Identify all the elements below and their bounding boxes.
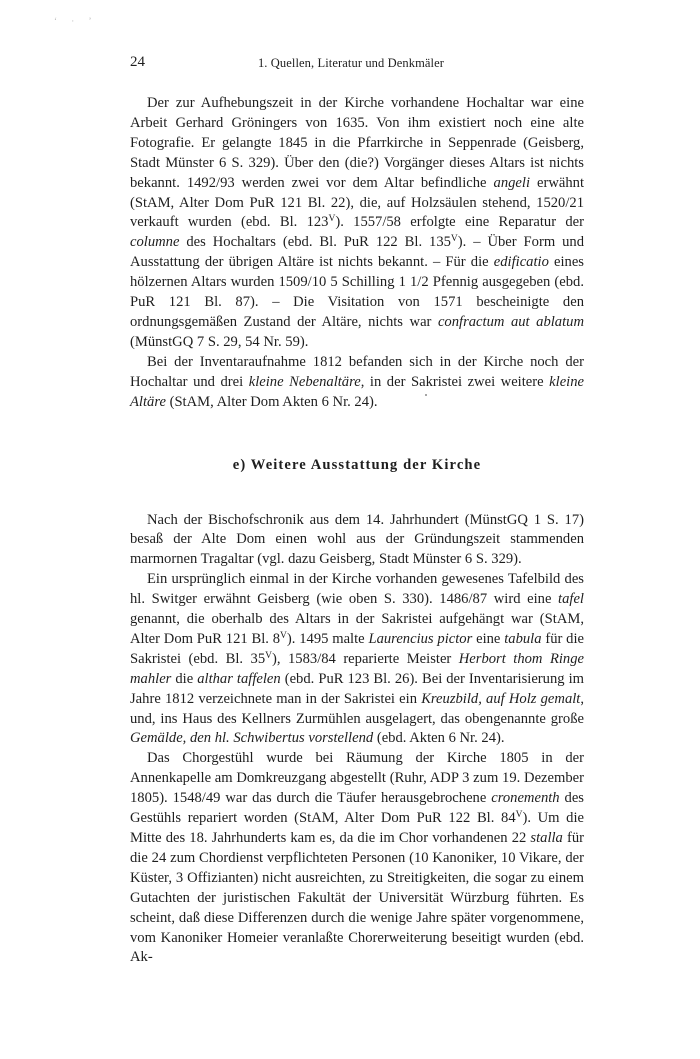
text-run: , und, ins Haus des Kellners Zurmühlen ausgelagert, das obengenannte große: [130, 690, 585, 727]
text-run: (ebd. PuR 123 Bl. 26). Bei der Inventarisierung im Jahre 1812 verzeichnete man in der Sakristei ein: [130, 670, 584, 707]
italic-term: althar taffelen: [197, 670, 281, 687]
text-run: erwähnt (StAM, Alter Dom PuR 121 Bl. 22), die, auf Holzsäulen stehend, 1520/21 verkauft wurden (ebd. Bl. 123: [130, 174, 584, 231]
text-run: (MünstGQ 7 S. 29, 54 Nr. 59).: [130, 333, 309, 350]
text-run: eines hölzernen Altars wurden 1509/10 5 Schilling 1 1/2 Pfennig ausgegeben (ebd. PuR 121 Bl. 87). – Die Visitation von 1571 bescheinigte den ordnungsgemäßen Zustand der Altäre, nichts war: [130, 254, 584, 330]
italic-term: tafel: [558, 591, 584, 608]
text-run: (ebd. Akten 6 Nr. 24).: [373, 730, 505, 747]
text-run: ). 1557/58 erfolgte eine Reparatur der: [335, 214, 584, 231]
page-header: [118, 50, 584, 72]
page-number: 24: [130, 54, 145, 70]
text-run: für die 24 zum Chordienst verpflichteten Personen (10 Kanoniker, 10 Vikare, der Küster, 3 Offizianten) nicht ausreichten, zu Streitigkeiten, die sogar zu einem Gutachten der juristischen Fakultät der Universität Würzburg führten. Es scheint, daß diese Differenzen durch die wenige Jahre später vorgenommene, vom Kanoniker Homeier veranlaßte Chorerweiterung beseitigt wurden (ebd. Ak-: [130, 830, 584, 966]
scan-marks: ‘ · ’: [54, 16, 98, 26]
italic-term: columne: [130, 234, 180, 251]
italic-term: angeli: [493, 174, 530, 191]
text-run: ). Um die Mitte des 18. Jahrhunderts kam es, da die im Chor vorhandenen 22: [130, 810, 584, 846]
text-run: genannt, die oberhalb des Altars in der Sakristei aufgehängt war (StAM, Alter Dom PuR 121 Bl. 8: [130, 611, 584, 647]
running-head: 1. Quellen, Literatur und Denkmäler: [257, 56, 445, 70]
italic-term: cronementh: [491, 790, 560, 807]
text-run: des Hochaltars (ebd. Bl. PuR 122 Bl. 135: [179, 234, 451, 251]
text-run: Das Chorgestühl wurde bei Räumung der Kirche 1805 in der Annenkapelle am Domkreuzgang abgestellt (Ruhr, ADP 3 zum 19. Dezember 1805). 1548/49 war das durch die Täufer herausgebrochene: [130, 750, 584, 807]
body-text: [130, 94, 584, 968]
section-heading: e) Weitere Ausstattung der Kirche: [232, 456, 482, 473]
scan-speck: [425, 394, 427, 396]
verso-mark: V: [515, 810, 523, 821]
text-run: die: [171, 670, 198, 687]
text-run: , in der Sakristei zwei weitere: [360, 373, 550, 390]
verso-mark: V: [265, 650, 273, 661]
italic-term: kleine Altäre: [130, 373, 584, 410]
paragraph: [130, 353, 584, 413]
italic-term: stalla: [530, 830, 563, 846]
text-run: ). 1495 malte: [286, 630, 369, 647]
italic-term: edificatio: [493, 254, 549, 271]
paragraph: [130, 94, 584, 353]
verso-mark: V: [328, 214, 336, 225]
verso-mark: V: [280, 630, 287, 641]
italic-term: Laurencius pictor: [368, 630, 473, 647]
text-run: Nach der Bischofschronik aus dem 14. Jahrhundert (MünstGQ 1 S. 17) besaß der Alte Dom einen wohl aus der Gründungszeit stammenden marmornen Tragaltar (vgl. dazu Geisberg, Stadt Münster 6 S. 329).: [130, 511, 584, 568]
italic-term: kleine Nebenaltäre: [248, 373, 361, 390]
text-run: Der zur Aufhebungszeit in der Kirche vorhandene Hochaltar war eine Arbeit Gerhard Gröningers von 1635. Von ihm existiert noch eine alte Fotografie. Er gelangte 1845 in die Pfarrkirche in Seppenrade (Geisberg, Stadt Münster 6 S. 329). Über den (die?) Vorgänger dieses Altars ist nichts bekannt. 1492/93 werden zwei vor dem Altar befindliche: [130, 95, 584, 191]
italic-term: Herbort thom Ringe mahler: [130, 650, 584, 687]
italic-term: Gemälde, den hl. Schwibertus vorstellend: [130, 730, 374, 747]
text-run: eine: [472, 630, 505, 647]
italic-term: confractum aut ablatum: [437, 313, 584, 330]
text-run: (StAM, Alter Dom Akten 6 Nr. 24).: [165, 393, 378, 410]
text-run: Ein ursprünglich einmal in der Kirche vorhanden gewesenes Tafelbild des hl. Switger erwähnt Geisberg (wie oben S. 330). 1486/87 wird eine: [130, 571, 584, 608]
section-further-furnishings: [130, 511, 584, 969]
paragraph: [130, 570, 584, 749]
text-run: ). – Über Form und Ausstattung der übrigen Altäre ist nichts bekannt. – Für die: [130, 234, 584, 271]
text-run: des Gestühls repariert worden (StAM, Alter Dom PuR 122 Bl. 84: [130, 790, 584, 827]
paragraph: [130, 511, 584, 571]
section-altars: [130, 94, 584, 413]
italic-term: tabula: [504, 630, 542, 647]
italic-term: Kreuzbild, auf Holz gemalt: [421, 690, 581, 707]
text-run: Bei der Inventaraufnahme 1812 befanden sich in der Kirche noch der Hochaltar und drei: [130, 353, 584, 390]
text-run: für die Sakristei (ebd. Bl. 35: [130, 630, 584, 667]
text-run: ), 1583/84 reparierte Meister: [272, 650, 459, 667]
verso-mark: V: [450, 234, 458, 245]
paragraph: [130, 749, 584, 968]
